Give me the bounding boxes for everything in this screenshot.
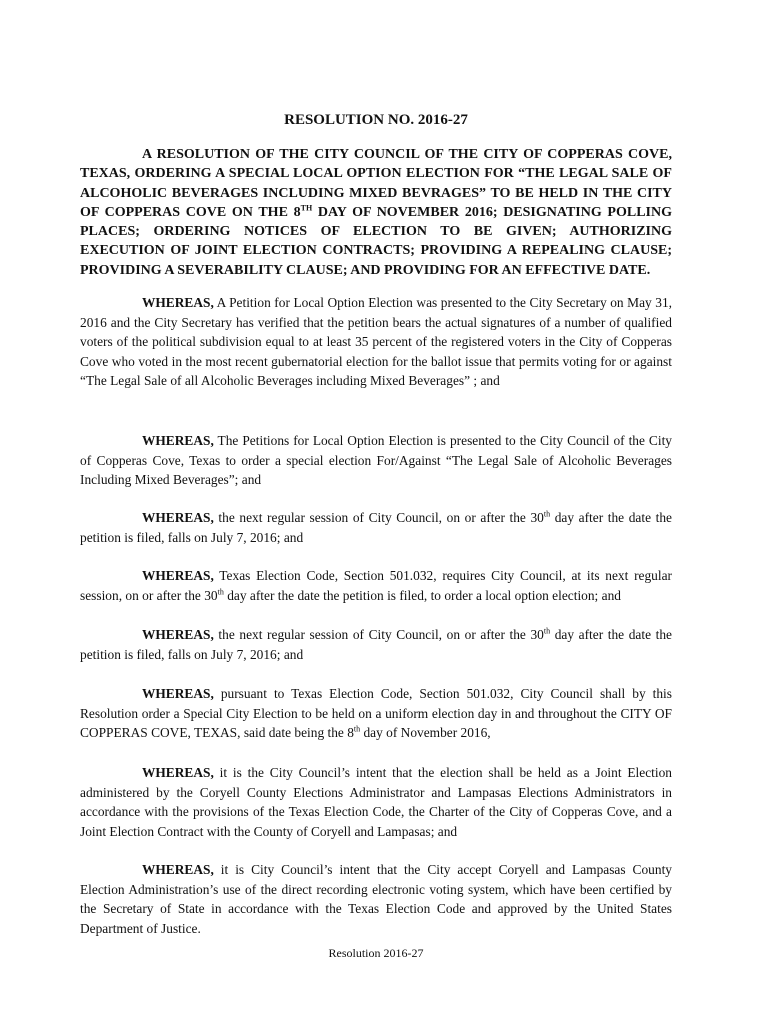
caption-text-start: A RESOLUTION OF THE CITY COUNCIL OF THE CITY OF COPPERAS COVE, TEXAS, ORDERING A SPECIAL LOCAL OPTION ELECTION FOR “THE LEGAL SALE OF ALCOHOLIC BEVERAGES INCLUDING MIXED BEVRAGES” TO BE HELD IN THE CITY OF COPPERAS COVE ON THE 8 <box>80 147 672 220</box>
paragraph-text: day after the date the petition is filed, falls on July 7, 2016; and <box>80 510 672 545</box>
whereas-label: WHEREAS, <box>142 295 214 310</box>
paragraph-text: the next regular session of City Council, on or after the 30 <box>213 510 544 525</box>
paragraph-superscript: th <box>543 509 551 519</box>
whereas-paragraph-3 <box>80 508 672 547</box>
paragraph-text: Texas Election Code, Section 501.032, requires City Council, at its next regular session, on or after the 30 <box>80 568 672 603</box>
resolution-caption <box>80 145 672 280</box>
page-footer: Resolution 2016-27 <box>328 946 424 960</box>
caption-superscript: TH <box>300 203 313 213</box>
whereas-label: WHEREAS, <box>142 686 214 701</box>
paragraph-text: day of November 2016, <box>360 725 491 741</box>
document-page <box>80 0 672 1024</box>
whereas-label: WHEREAS, <box>142 862 214 877</box>
paragraph-text: The Petitions for Local Option Election is presented to the City Council of the City of Copperas Cove, Texas to order a special election For/Against “The Legal Sale of Alcoholic Beverages Including Mixed Beverages”; and <box>80 433 672 488</box>
whereas-paragraph-6 <box>80 684 672 743</box>
paragraph-superscript: th <box>217 587 224 597</box>
resolution-title: RESOLUTION NO. 2016-27 <box>284 112 468 128</box>
paragraph-text: it is City Council’s intent that the City accept Coryell and Lampasas County Election Administration’s use of the direct recording electronic voting system, which have been certified by the Secretary of State in accordance with the Texas Election Code and approved by the United States Department of Justice. <box>80 862 672 936</box>
paragraph-text: the next regular session of City Council, on or after the 30 <box>213 627 544 642</box>
paragraph-text: day after the date the petition is filed, falls on July 7, 2016; and <box>80 627 672 662</box>
paragraph-superscript: th <box>543 626 551 636</box>
whereas-paragraph-2 <box>80 431 672 490</box>
paragraph-superscript: th <box>353 724 361 734</box>
whereas-label: WHEREAS, <box>142 510 214 525</box>
paragraph-text: A Petition for Local Option Election was presented to the City Secretary on May 31, 2016 and the City Secretary has verified that the petition bears the actual signatures of a number of qualified voters of the political subdivision equal to at least 35 percent of the registered voters in the City of Copperas Cove who voted in the most recent gubernatorial election for the ballot issue that permits voting for or against “The Legal Sale of all Alcoholic Beverages including Mixed Beverages” ; and <box>80 295 672 389</box>
whereas-paragraph-8 <box>80 860 672 938</box>
whereas-label: WHEREAS, <box>142 627 214 642</box>
paragraph-text: day after the date the petition is filed, to order a local option election; and <box>223 587 621 603</box>
whereas-paragraph-7 <box>80 763 672 841</box>
whereas-label: WHEREAS, <box>142 433 214 448</box>
paragraph-text: pursuant to Texas Election Code, Section 501.032, City Council shall by this Resolution order a Special City Election to be held on a uniform election day in and throughout the CITY OF COPPERAS COVE, TEXAS, said date being the 8 <box>80 686 672 741</box>
caption-text-end: DAY OF NOVEMBER 2016; DESIGNATING POLLING PLACES; ORDERING NOTICES OF ELECTION TO BE GIVEN; AUTHORIZING EXECUTION OF JOINT ELECTION CONTRACTS; PROVIDING A REPEALING CLAUSE; PROVIDING A SEVERABILITY CLAUSE; AND PROVIDING FOR AN EFFECTIVE DATE. <box>80 204 672 278</box>
whereas-label: WHEREAS, <box>142 568 214 583</box>
whereas-paragraph-1 <box>80 293 672 391</box>
paragraph-text: it is the City Council’s intent that the election shall be held as a Joint Election administered by the Coryell County Elections Administrator and Lampasas Elections Administrators in accordance with the provisions of the Texas Election Code, the Charter of the City of Copperas Cove, and a Joint Election Contract with the County of Coryell and Lampasas; and <box>80 765 672 839</box>
whereas-paragraph-4 <box>80 566 672 605</box>
whereas-paragraph-5 <box>80 625 672 664</box>
whereas-label: WHEREAS, <box>142 765 214 780</box>
